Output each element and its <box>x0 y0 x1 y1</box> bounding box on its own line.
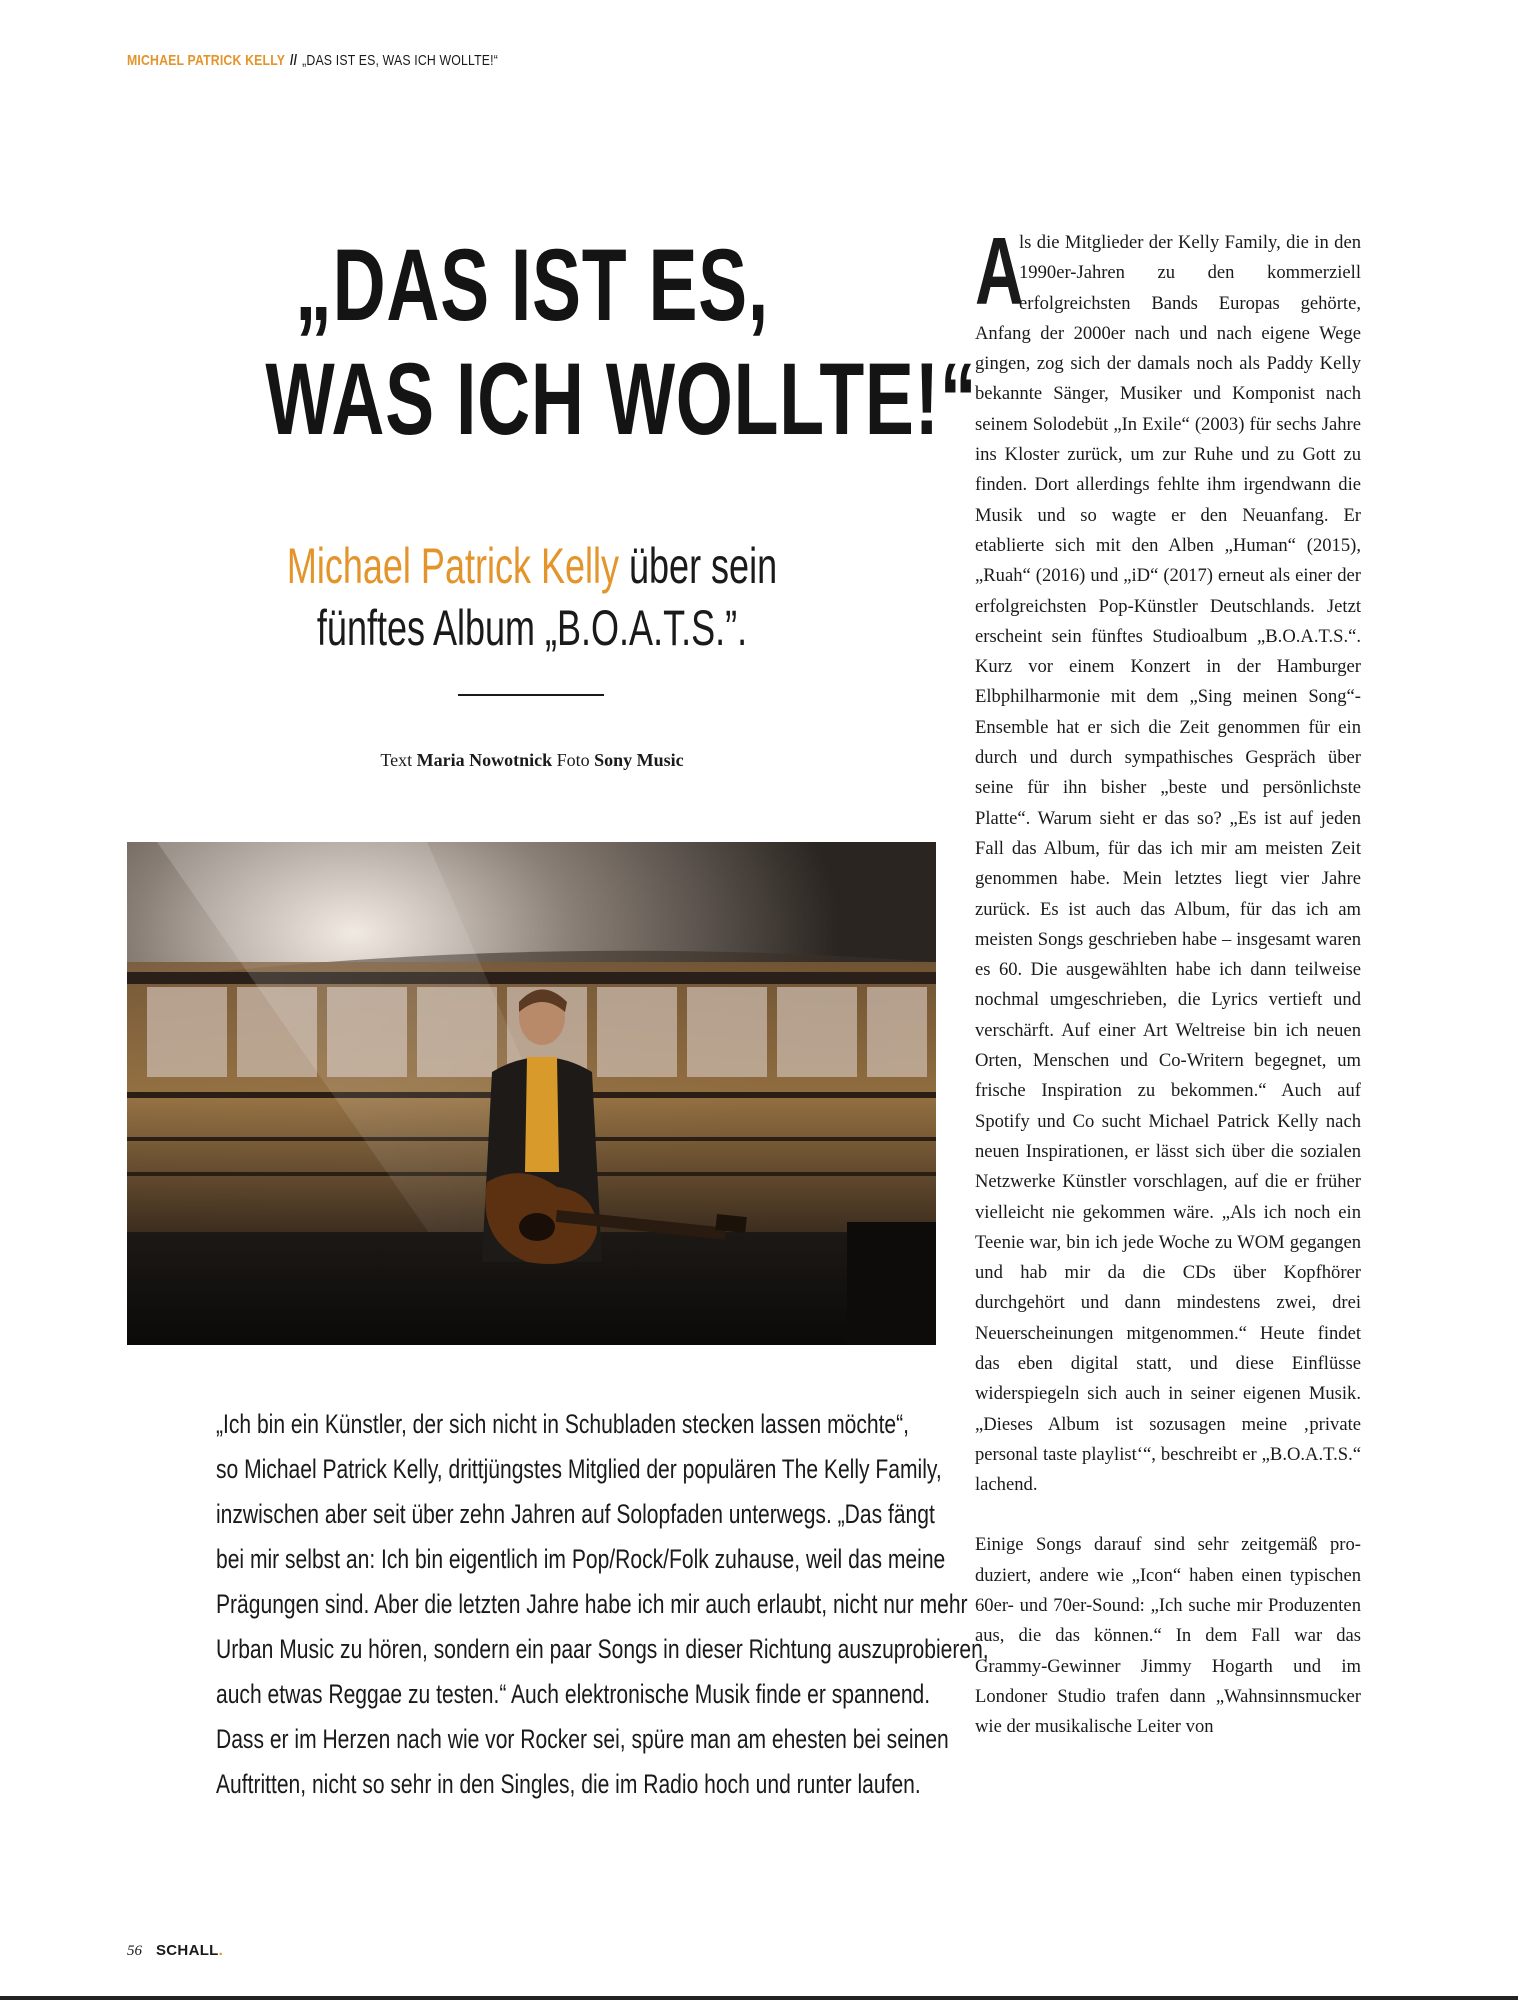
running-head-separator: // <box>290 52 298 69</box>
pull-quote-line: inzwischen aber seit über zehn Jahren auf Solopfaden unterwegs. „Das fängt <box>215 1499 935 1529</box>
subline-row-2: fünftes Album „B.O.A.T.S.”. <box>316 600 748 656</box>
subline-rest: über sein <box>618 538 778 594</box>
pull-quote-line: Urban Music zu hören, sondern ein paar Songs in dieser Richtung auszuprobieren, <box>215 1634 989 1664</box>
article-credits <box>127 750 937 771</box>
credits-photo-label: Foto <box>556 750 590 770</box>
article-photo <box>127 842 936 1345</box>
bottom-edge-bar <box>0 1996 1518 2000</box>
page-number: 56 <box>127 1943 142 1959</box>
credits-author: Maria Nowotnick <box>416 750 553 770</box>
running-head <box>127 52 498 69</box>
body-column <box>975 218 1361 1743</box>
subline-accent-name: Michael Patrick Kelly <box>286 538 619 594</box>
article-subline <box>127 535 937 659</box>
subline-row-1 <box>240 535 823 597</box>
page-footer <box>127 1942 223 1960</box>
credits-photographer: Sony Music <box>594 750 684 770</box>
drop-cap: A <box>975 218 1024 325</box>
running-head-name: MICHAEL PATRICK KELLY <box>127 52 286 69</box>
credits-text-label: Text <box>380 750 413 770</box>
body-paragraph-2: Einige Songs darauf sind sehr zeitgemäß produziert, andere wie „Icon“ haben einen typischen 60er- und 70er-Sound: „Ich suche mir Produzenten aus, die das können.“ In dem Fall war das Grammy-Gewinner Jimmy Hogarth und im Londoner Studio trafen dann „Wahnsinnsmucker wie der musikalische Leiter von <box>975 1534 1361 1738</box>
pull-quote <box>127 1402 989 1807</box>
pull-quote-line: Dass er im Herzen nach wie vor Rocker sei, spüre man am ehesten bei seinen <box>215 1724 949 1754</box>
magazine-brand <box>156 1942 223 1959</box>
brand-name: SCHALL <box>156 1942 219 1959</box>
pull-quote-line: auch etwas Reggae zu testen.“ Auch elektronische Musik finde er spannend. <box>215 1679 931 1709</box>
pull-quote-line: bei mir selbst an: Ich bin eigentlich im Pop/Rock/Folk zuhause, weil das meine <box>215 1544 946 1574</box>
headline-line-2: WAS ICH WOLLTE!“ <box>265 342 978 456</box>
brand-dot: . <box>218 1942 224 1959</box>
body-paragraph-1 <box>975 218 1361 1500</box>
photo-illustration <box>127 842 936 1345</box>
pull-quote-line: so Michael Patrick Kelly, drittjüngstes Mitglied der populären The Kelly Family, <box>215 1454 942 1484</box>
pull-quote-line: Prägungen sind. Aber die letzten Jahre habe ich mir auch erlaubt, nicht nur mehr <box>215 1589 968 1619</box>
article-headline <box>127 228 978 456</box>
pull-quote-line: „Ich bin ein Künstler, der sich nicht in Schubladen stecken lassen möchte“, <box>215 1409 910 1439</box>
pull-quote-line: Auftritten, nicht so sehr in den Singles, die im Radio hoch und runter laufen. <box>215 1769 921 1799</box>
running-head-title: „DAS IST ES, WAS ICH WOLLTE!“ <box>302 52 499 69</box>
body-paragraph-1-text: ls die Mitglieder der Kelly Family, die in den 1990er-Jahren zu den kommerziell erfolgreichsten Bands Europas gehörte, Anfang der 2000er nach und nach eigene Wege gingen, zog sich der damals noch als Paddy Kelly bekannte Sänger, Musiker und Komponist nach seinem Solodebüt „In Exile“ (2003) für sechs Jahre ins Kloster zurück, um zur Ruhe und zu Gott zu finden. Dort allerdings fehlte ihm irgendwann die Musik und so wagte er den Neuanfang. Er etablierte sich mit den Alben „Human“ (2015), „Ruah“ (2016) und „iD“ (2017) erneut als einer der erfolgreichsten Pop-Künstler Deutschlands. Jetzt erscheint sein fünftes Studioalbum „B.O.A.T.S.“. Kurz vor einem Konzert in der Hamburger Elbphilharmonie mit dem „Sing meinen Song“-Ensemble hat er sich die Zeit genommen für ein durch und durch sympathisches Gespräch über seine für ihn bisher „beste und persönlichste Platte“. Warum sieht er das so? „Es ist auf jeden Fall das Album, für das ich mir am meisten Zeit genommen habe. Mein letztes liegt vier Jahre zurück. Es ist auch das Album, für das ich am meisten Songs geschrieben habe – insgesamt waren es 60. Die ausgewählten habe ich dann teilweise nochmal umgeschrieben, die Lyrics vertieft und verschärft. Auf einer Art Weltreise bin ich neuen Orten, Menschen und Co-Writern begegnet, um frische Inspiration zu bekommen.“ Auch auf Spotify und Co sucht Michael Patrick Kelly nach neuen Inspirationen, er lässt sich über die sozialen Netzwerke Künstler vorschlagen, auf die er früher vielleicht nie gekommen wäre. „Als ich noch ein Teenie war, bin ich jede Woche zu WOM gegangen und hab mir da die CDs über Kopfhörer durchgehört und dann mindestens zwei, drei Neuerscheinungen mitgenommen.“ Heute findet das eben digital statt, und diese Einflüsse widerspiegeln sich auch in seiner eigenen Musik. „Dieses Album ist sozusagen meine ‚private personal taste playlist‘“, beschreibt er „B.O.A.T.S.“ lachend. <box>975 232 1361 1496</box>
title-divider <box>458 694 604 696</box>
headline-line-1: „DAS IST ES, <box>295 228 769 342</box>
